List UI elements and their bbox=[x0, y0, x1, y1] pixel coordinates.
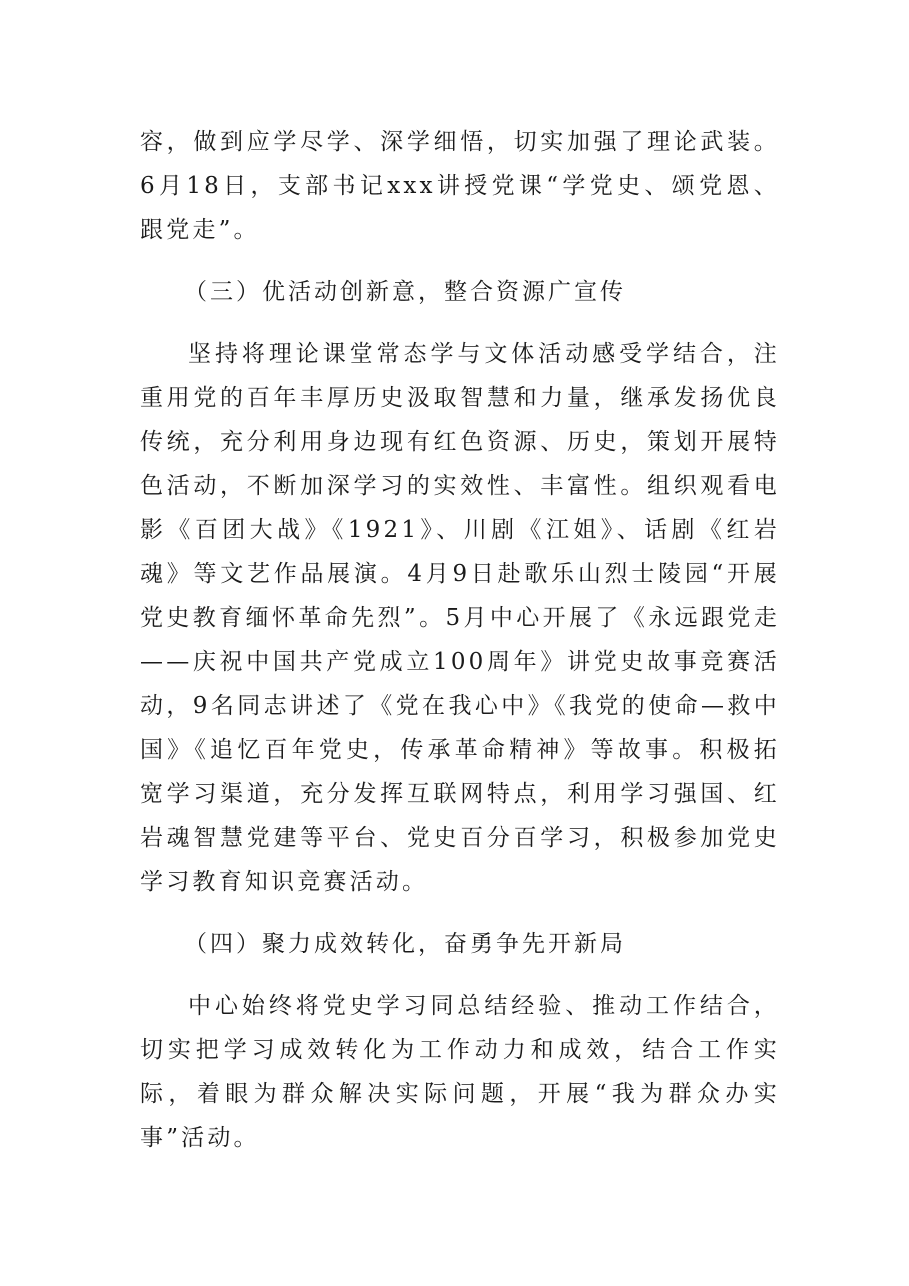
document-body bbox=[140, 120, 780, 1160]
paragraph-activities: 坚持将理论课堂常态学与文体活动感受学结合，注重用党的百年丰厚历史汲取智慧和力量，继承发扬优良传统，充分利用身边现有红色资源、历史，策划开展特色活动，不断加深学习的实效性、丰富性。组织观看电影《百团大战》《1921》、川剧《江姐》、话剧《红岩魂》等文艺作品展演。4月9日赴歌乐山烈士陵园“开展党史教育缅怀革命先烈”。5月中心开展了《永远跟党走——庆祝中国共产党成立100周年》讲党史故事竞赛活动，9名同志讲述了《党在我心中》《我党的使命—救中国》《追忆百年党史，传承革命精神》等故事。积极拓宽学习渠道，充分发挥互联网特点，利用学习强国、红岩魂智慧党建等平台、党史百分百学习，积极参加党史学习教育知识竞赛活动。 bbox=[140, 341, 780, 895]
paragraph-results: 中心始终将党史学习同总结经验、推动工作结合，切实把学习成效转化为工作动力和成效，结合工作实际，着眼为群众解决实际问题，开展“我为群众办实事”活动。 bbox=[140, 993, 780, 1151]
section-heading-3: （三）优活动创新意，整合资源广宣传 bbox=[184, 279, 626, 305]
paragraph-continued-study: 容，做到应学尽学、深学细悟，切实加强了理论武装。6月18日，支部书记xxx讲授党课“学党史、颂党恩、跟党走”。 bbox=[140, 129, 780, 243]
section-heading-4: （四）聚力成效转化，奋勇争先开新局 bbox=[184, 931, 626, 957]
